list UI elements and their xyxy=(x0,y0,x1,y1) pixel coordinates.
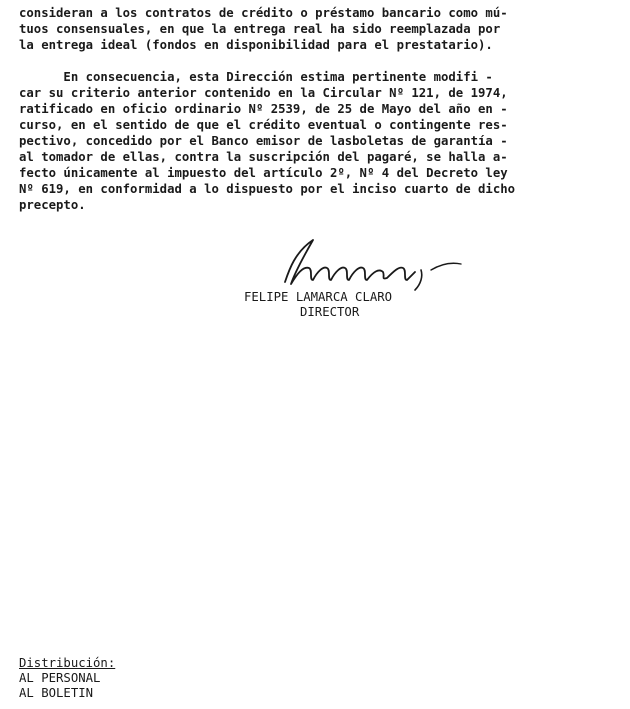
text-line: al tomador de ellas, contra la suscripción del pagaré, se halla a- xyxy=(19,150,508,164)
text-line: consideran a los contratos de crédito o préstamo bancario como mú- xyxy=(19,6,508,20)
text-line: precepto. xyxy=(19,198,86,212)
signer-name: FELIPE LAMARCA CLARO xyxy=(244,290,393,304)
text-line: car su criterio anterior contenido en la Circular Nº 121, de 1974, xyxy=(19,86,508,100)
text-line: En consecuencia, esta Dirección estima pertinente modifi - xyxy=(19,70,493,84)
distribution-item: AL BOLETIN xyxy=(19,686,94,700)
text-line: ratificado en oficio ordinario Nº 2539, de 25 de Mayo del año en - xyxy=(19,102,508,116)
handwritten-signature xyxy=(255,232,475,292)
distribution-heading: Distribución: xyxy=(19,656,116,670)
text-line: Nº 619, en conformidad a lo dispuesto por el inciso cuarto de dicho xyxy=(19,182,516,196)
signer-title: DIRECTOR xyxy=(300,305,360,319)
text-line: la entrega ideal (fondos en disponibilidad para el prestatario). xyxy=(19,38,493,52)
distribution-item: AL PERSONAL xyxy=(19,671,101,685)
text-line: curso, en el sentido de que el crédito eventual o contingente res- xyxy=(19,118,508,132)
text-line: fecto únicamente al impuesto del artículo 2º, Nº 4 del Decreto ley xyxy=(19,166,508,180)
text-line: pectivo, concedido por el Banco emisor de lasboletas de garantía - xyxy=(19,134,508,148)
text-line: tuos consensuales, en que la entrega real ha sido reemplazada por xyxy=(19,22,501,36)
